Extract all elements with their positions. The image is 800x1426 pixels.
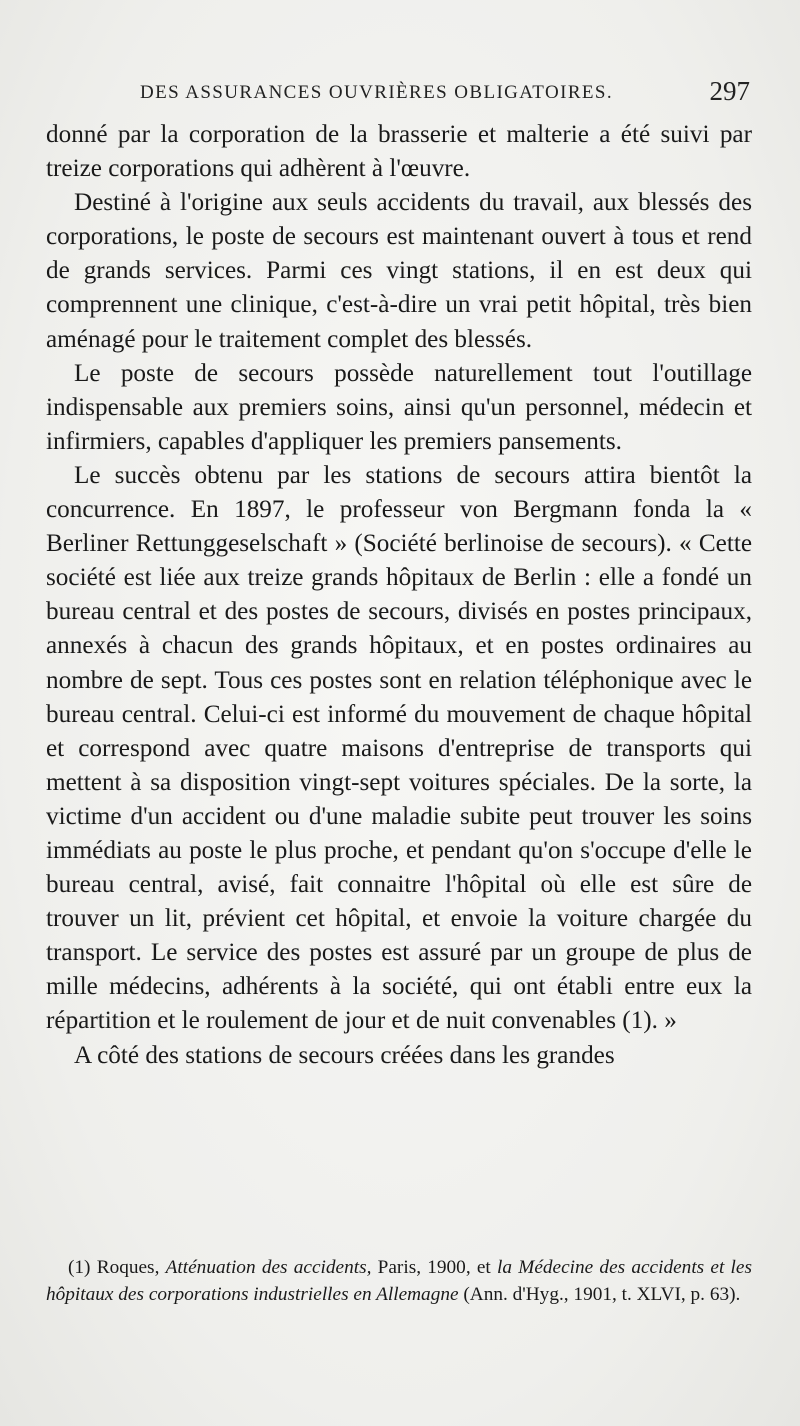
paragraph-a-cote: A côté des stations de secours créées dans les grandes <box>74 1041 615 1069</box>
footnote-title-medecine: la Médecine des accidents et les hôpitaux des corporations industrielles en Allemagne <box>46 1257 752 1305</box>
paragraph-succes: Le succès obtenu par les stations de secours attira bientôt la concurrence. En 1897, le professeur von Bergmann fonda la « Berliner Rettunggeselschaft » (Société berlinoise de secours). « Cette société est liée aux treize grands hôpitaux de Berlin : elle a fondé un bureau central et des postes de secours, divisés en postes principaux, annexés à chacun des grands hôpitaux, et en postes ordinaires au nombre de sept. Tous ces postes sont en relation téléphonique avec le bureau central. Celui-ci est informé du mouvement de chaque hôpital et correspond avec quatre maisons d'entreprise de transports qui mettent à sa disposition vingt-sept voitures spéciales. De la sorte, la victime d'un accident ou d'une maladie subite peut trouver les soins immédiats au poste le plus proche, et pendant qu'on s'occupe d'elle le bureau central, avisé, fait connaitre l'hôpital où elle est sûre de trouver un lit, prévient cet hôpital, et envoie la voiture chargée du transport. Le service des postes est assuré par un groupe de plus de mille médecins, adhérents à la société, qui ont établi entre eux la répartition et le roulement de jour et de nuit convenables (1). » <box>46 461 752 1035</box>
running-head <box>140 76 750 114</box>
footnote <box>46 1255 752 1308</box>
footnote-marker: (1) <box>68 1257 91 1278</box>
paragraph-poste-de-secours: Le poste de secours possède naturellement tout l'outillage indispensable aux premiers soins, ainsi qu'un personnel, médecin et infirmiers, capables d'appliquer les premiers pansements. <box>46 359 752 455</box>
page-number: 297 <box>709 76 750 106</box>
running-title: DES ASSURANCES OUVRIÈRES OBLIGATOIRES. <box>140 82 614 103</box>
paragraph-continuation: donné par la corporation de la brasserie et malterie a été suivi par treize corporations qui adhèrent à l'œuvre. <box>46 121 752 183</box>
body-text <box>46 118 752 1073</box>
footnote-author: Roques, <box>96 1257 160 1278</box>
footnote-place-date: Paris, 1900, et <box>377 1257 491 1278</box>
footnote-reference: (Ann. d'Hyg., 1901, t. XLVI, p. 63). <box>463 1283 741 1305</box>
paragraph-destine: Destiné à l'origine aux seuls accidents du travail, aux blessés des corporations, le poste de secours est maintenant ouvert à tous et rend de grands services. Parmi ces vingt stations, il en est deux qui comprennent une clinique, c'est-à-dire un vrai petit hôpital, très bien aménagé pour le traitement complet des blessés. <box>46 189 752 353</box>
footnote-title-attenuation: Atténuation des accidents, <box>165 1257 372 1278</box>
